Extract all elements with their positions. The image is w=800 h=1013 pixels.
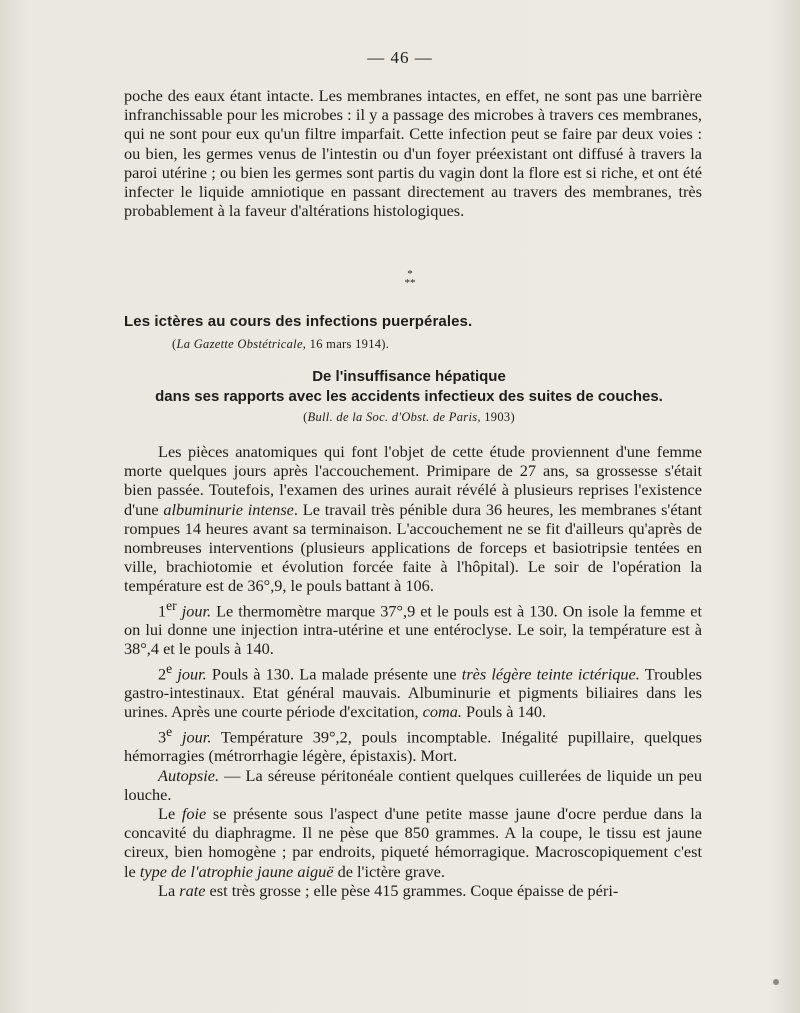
case-intro-emphasis: albuminurie intense [163,499,294,519]
spleen-emphasis: rate [179,880,206,900]
spleen-text-b: est très grosse ; elle pèse 415 grammes. Coque épaisse de péri- [205,880,619,900]
asterism-bottom: ** [404,277,416,289]
day3-label: jour. [172,727,212,747]
day2-emphasis-coma: coma. [422,702,462,722]
asterism-divider [0,270,800,288]
section1-citation-open: ( [172,337,177,351]
section1-citation-rest: 16 mars 1914). [306,337,390,351]
day3-text: Température 39°,2, pouls incomptable. Inégalité pupillaire, quelques hémorragies (métrorrhagie légère, épistaxis). Mort. [124,727,702,766]
day2-emphasis: très légère teinte ictérique. [461,664,640,684]
liver-emphasis-2: type de l'atrophie jaune aiguë [139,861,334,881]
case-report [124,442,702,900]
section2-title-line2: dans ses rapports avec les accidents infectieux des suites de couches. [155,388,663,405]
day1-superscript: er [166,597,177,613]
section1-title: Les ictères au cours des infections puerpérales. [124,313,473,330]
intro-paragraph-block [124,86,702,220]
autopsy-paragraph [124,766,702,804]
liver-emphasis: foie [181,803,207,823]
section2-citation-rest: 1903) [480,410,515,424]
case-intro-text-a: Les pièces anatomiques qui font l'objet de cette étude proviennent d'une femme morte quelques jours après l'accouchement. Primipare de 27 ans, sa grossesse s'était bien passée. Toutefois, l'examen des urines aurait révélé à plusieurs reprises l'existence d'une [124,442,702,519]
case-intro-paragraph [124,442,702,596]
autopsy-label: Autopsie. [158,765,220,785]
day2-label: jour. [172,664,207,684]
page-number: — 46 — [367,48,433,67]
day3-paragraph [124,722,702,766]
spleen-paragraph [124,881,702,900]
liver-paragraph [124,804,702,881]
day1-text: Le thermomètre marque 37°,9 et le pouls est à 130. On isole la femme et on lui donne une injection intra-utérine et une entéroclyse. Le soir, la température est à 38°,4 et le pouls à 140. [124,601,702,659]
section2-citation-journal: Bull. de la Soc. d'Obst. de Paris, [307,410,481,424]
ink-spot [773,979,779,985]
day1-label: jour. [176,601,212,621]
section2-title-line1: De l'insuffisance hépatique [312,368,506,385]
section1-citation [172,337,389,352]
spleen-text-a: La [158,880,180,900]
section1-citation-journal: La Gazette Obstétricale, [176,337,307,351]
case-intro-text-b: . Le travail très pénible dura 36 heures, les membranes s'étant rompues 14 heures avant sa terminaison. L'accouchement ne se fit d'ailleurs qu'après de nombreuses interventions (plusieurs applications de forceps et basiotripsie tentées en ville, brachiotomie et évolution forcée faite à l'hôpital). Le soir de l'opération la température est de 36°,9, le pouls battant à 106. [124,499,702,596]
day2-text-a: Pouls à 130. La malade présente une [206,664,462,684]
day1-number: 1 [158,601,167,621]
day2-number: 2 [158,664,167,684]
section2-title [0,367,800,407]
day3-number: 3 [158,727,167,747]
day2-text-b: Troubles gastro-intestinaux. Etat général mauvais. Albuminurie et pigments biliaires dans les urines. Après une courte période d'excitation, [124,664,703,722]
day1-paragraph [124,596,702,659]
intro-paragraph: poche des eaux étant intacte. Les membranes intactes, en effet, ne sont pas une barrière infranchissable pour les microbes : il y a passage des microbes à travers ces membranes, qui ne sont pour eux qu'un filtre imparfait. Cette infection peut se faire par deux voies : ou bien, les germes venus de l'intestin ou d'un foyer préexistant ont diffusé à travers la paroi utérine ; ou bien les germes sont partis du vagin dont la flore est si riche, et ont été infecter le liquide amniotique en passant directement au travers des membranes, très probablement à la faveur d'altérations histologiques. [124,86,702,221]
liver-text-c: de l'ictère grave. [333,861,445,881]
day2-paragraph [124,659,702,722]
section2-citation [0,410,800,425]
section2-citation-open: ( [303,410,308,424]
autopsy-text: — La séreuse péritonéale contient quelques cuillerées de liquide un peu louche. [124,765,702,804]
asterism-top: * [407,268,413,280]
day2-text-c: Pouls à 140. [461,702,547,722]
day3-superscript: e [166,723,173,739]
day2-superscript: e [166,660,173,676]
liver-text-b: se présente sous l'aspect d'une petite masse jaune d'ocre perdue dans la concavité du diaphragme. Il ne pèse que 850 grammes. A la coupe, le tissu est jaune cireux, bien homogène ; par endroits, piqueté hémorragique. Macroscopiquement c'est le [124,803,702,881]
liver-text-a: Le [158,803,182,823]
